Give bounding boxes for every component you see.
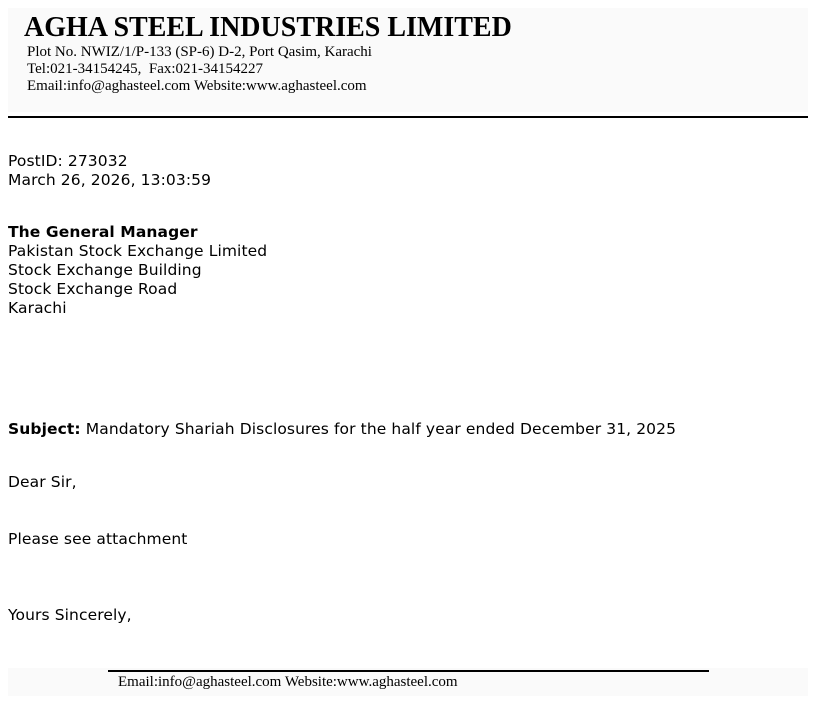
company-address: Plot No. NWIZ/1/P-133 (SP-6) D-2, Port Qasim, Karachi [27,44,372,60]
footer-email-website: Email:info@aghasteel.com Website:www.aghasteel.com [118,674,458,690]
subject-label: Subject: [8,420,81,438]
recipient-building: Stock Exchange Building [8,261,202,279]
recipient-organization: Pakistan Stock Exchange Limited [8,242,268,260]
closing: Yours Sincerely, [8,606,132,624]
header-divider [8,116,808,118]
post-datetime: March 26, 2026, 13:03:59 [8,171,212,189]
subject-text: Mandatory Shariah Disclosures for the half year ended December 31, 2025 [85,420,677,438]
subject-line [8,420,676,438]
company-phone-fax: Tel:021-34154245, Fax:021-34154227 [27,61,264,77]
recipient-city: Karachi [8,299,67,317]
recipient-road: Stock Exchange Road [8,280,178,298]
letter-body: Please see attachment [8,530,188,548]
company-name: AGHA STEEL INDUSTRIES LIMITED [24,12,512,43]
post-id: PostID: 273032 [8,152,128,170]
recipient-title: The General Manager [8,223,198,241]
company-email-website: Email:info@aghasteel.com Website:www.aghasteel.com [27,78,367,94]
letterhead [8,8,808,112]
footer-divider [108,670,709,672]
salutation: Dear Sir, [8,473,77,491]
